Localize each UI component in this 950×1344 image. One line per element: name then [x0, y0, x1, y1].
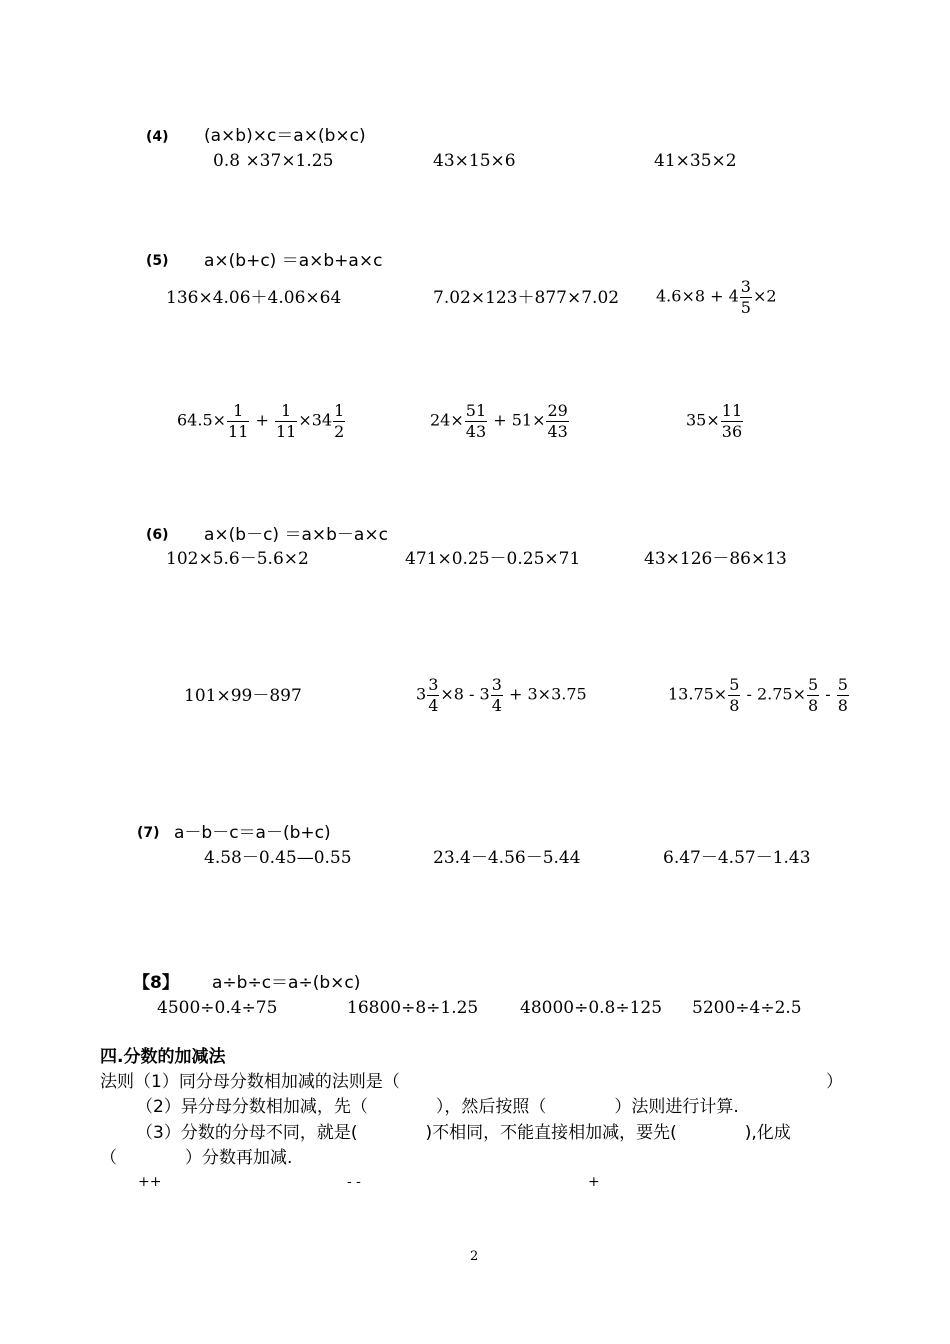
- symbol-plus: +: [588, 1174, 600, 1190]
- problem-5-4: 64.5× $\frac{1}{11}$ + $\frac{1}{11}$ ×34 $\frac{1}{2}$: [177, 401, 345, 441]
- problem-5-3: 4.6×8 + 4 $\frac{3}{5}$ ×2: [656, 277, 777, 317]
- section-5-label: (5): [146, 253, 169, 269]
- problem-6-2: 471×0.25－0.25×71: [405, 549, 581, 569]
- problem-8-1: 4500÷0.4÷75: [157, 998, 278, 1018]
- problem-4-2: 43×15×6: [433, 151, 516, 171]
- rule-4-text: （ ）分数再加减.: [100, 1148, 293, 1168]
- section-4-rule: (a×b)×c＝a×(b×c): [204, 126, 366, 146]
- page-number: 2: [470, 1249, 479, 1264]
- problem-6-1: 102×5.6－5.6×2: [166, 549, 309, 569]
- problem-4-3: 41×35×2: [654, 151, 737, 171]
- section-4-label: (4): [146, 129, 169, 145]
- problem-6-6: 13.75× $\frac{5}{8}$ - 2.75× $\frac{5}{8}$ - $\frac{5}{8}$: [668, 675, 848, 715]
- section-6-label: (6): [146, 527, 169, 543]
- section-7-label: (7): [137, 825, 160, 841]
- section-5-rule: a×(b+c) ＝a×b+a×c: [204, 251, 383, 271]
- problem-8-3: 48000÷0.8÷125: [520, 998, 663, 1018]
- problem-7-1: 4.58－0.45—0.55: [204, 848, 352, 868]
- symbol-minus-minus: - -: [347, 1174, 361, 1190]
- symbol-plus-plus: ++: [138, 1174, 162, 1190]
- section-6-rule: a×(b－c) ＝a×b－a×c: [204, 525, 388, 545]
- problem-5-2: 7.02×123＋877×7.02: [433, 288, 620, 308]
- problem-5-6: 35× $\frac{11}{36}$: [686, 401, 743, 441]
- section-8-label: 【8】: [133, 973, 179, 993]
- rule-1-text: 法则（1）同分母分数相加减的法则是（: [100, 1072, 400, 1092]
- problem-4-1: 0.8 ×37×1.25: [213, 151, 334, 171]
- problem-5-5: 24× $\frac{51}{43}$ + 51× $\frac{29}{43}$: [430, 401, 568, 441]
- problem-6-3: 43×126－86×13: [644, 549, 787, 569]
- problem-6-4: 101×99－897: [184, 686, 302, 706]
- problem-8-2: 16800÷8÷1.25: [347, 998, 479, 1018]
- section-7-rule: a－b－c＝a－(b+c): [174, 823, 331, 843]
- rule-3-text: （3）分数的分母不同，就是( )不相同，不能直接相加减，要先( ),化成: [136, 1123, 791, 1143]
- problem-8-4: 5200÷4÷2.5: [692, 998, 802, 1018]
- section-8-rule: a÷b÷c＝a÷(b×c): [212, 973, 361, 993]
- problem-7-3: 6.47－4.57－1.43: [663, 848, 811, 868]
- rule-2-text: （2）异分母分数相加减，先（ ），然后按照（ ）法则进行计算.: [136, 1097, 739, 1117]
- section-4-heading: 四.分数的加减法: [100, 1047, 226, 1067]
- problem-7-2: 23.4－4.56－5.44: [433, 848, 581, 868]
- problem-5-1: 136×4.06＋4.06×64: [166, 288, 342, 308]
- problem-6-5: 3 $\frac{3}{4}$ ×8 - 3 $\frac{3}{4}$ + 3×3.75: [416, 675, 587, 715]
- rule-1-close: ）: [826, 1072, 843, 1092]
